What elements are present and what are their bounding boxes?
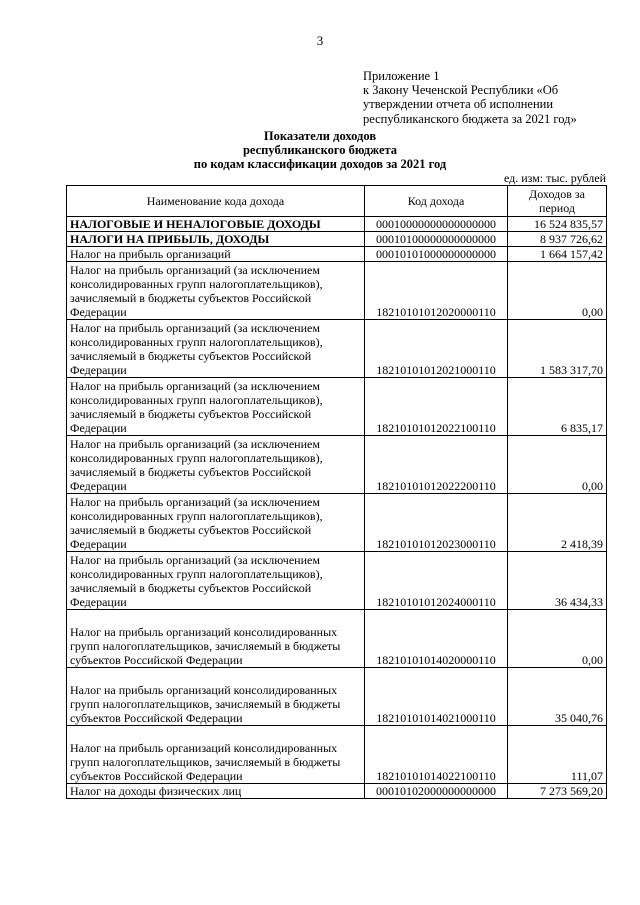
cell-income-code: 18210101012022200110 (365, 436, 508, 494)
cell-income-name: Налог на прибыль организаций (за исключением консолидированных групп налогоплательщиков), зачисляемый в бюджеты субъектов Российской Федерации (67, 378, 365, 436)
appendix-line: республиканского бюджета за 2021 год» (363, 111, 577, 126)
cell-income-name: Налог на прибыль организаций (за исключением консолидированных групп налогоплательщиков), зачисляемый в бюджеты субъектов Российской Федерации (67, 552, 365, 610)
cell-income-name: Налог на прибыль организаций (за исключением консолидированных групп налогоплательщиков), зачисляемый в бюджеты субъектов Российской Федерации (67, 262, 365, 320)
cell-income-amount: 7 273 569,20 (508, 784, 607, 799)
table-row (67, 494, 607, 552)
cell-income-code: 18210101012022100110 (365, 378, 508, 436)
cell-income-code: 18210101014022100110 (365, 726, 508, 784)
cell-income-name: Налог на прибыль организаций консолидированных групп налогоплательщиков, зачисляемый в бюджеты субъектов Российской Федерации (67, 668, 365, 726)
cell-income-amount: 35 040,76 (508, 668, 607, 726)
table-row (67, 784, 607, 799)
column-header-name: Наименование кода дохода (67, 186, 365, 217)
cell-income-code: 00010101000000000000 (365, 247, 508, 262)
cell-income-name: Налог на прибыль организаций (67, 247, 365, 262)
table-row (67, 552, 607, 610)
table-header-row (67, 186, 607, 217)
document-title (0, 129, 640, 171)
title-line: Показатели доходов (263, 129, 377, 143)
cell-income-amount: 8 937 726,62 (508, 232, 607, 247)
cell-income-code: 18210101012020000110 (365, 262, 508, 320)
cell-income-amount: 0,00 (508, 436, 607, 494)
cell-income-code: 18210101014020000110 (365, 610, 508, 668)
cell-income-name: Налог на прибыль организаций консолидированных групп налогоплательщиков, зачисляемый в бюджеты субъектов Российской Федерации (67, 610, 365, 668)
table-row (67, 668, 607, 726)
income-table (66, 185, 607, 799)
units-label: ед. изм: тыс. рублей (503, 171, 606, 185)
cell-income-code: 18210101012021000110 (365, 320, 508, 378)
cell-income-amount: 16 524 835,57 (508, 217, 607, 232)
table-row (67, 232, 607, 247)
table-row (67, 726, 607, 784)
table-body (67, 217, 607, 799)
cell-income-name: Налог на доходы физических лиц (67, 784, 365, 799)
column-header-code: Код дохода (365, 186, 508, 217)
appendix-header (363, 69, 623, 126)
cell-income-code: 18210101014021000110 (365, 668, 508, 726)
table-row (67, 436, 607, 494)
table-row (67, 247, 607, 262)
cell-income-name: Налог на прибыль организаций (за исключением консолидированных групп налогоплательщиков), зачисляемый в бюджеты субъектов Российской Федерации (67, 436, 365, 494)
cell-income-amount: 36 434,33 (508, 552, 607, 610)
cell-income-amount: 111,07 (508, 726, 607, 784)
cell-income-code: 18210101012023000110 (365, 494, 508, 552)
cell-income-amount: 2 418,39 (508, 494, 607, 552)
cell-income-amount: 6 835,17 (508, 378, 607, 436)
title-line: по кодам классификации доходов за 2021 год (193, 157, 447, 171)
title-line: республиканского бюджета (242, 143, 398, 157)
appendix-line: Приложение 1 (363, 69, 440, 83)
cell-income-name: Налог на прибыль организаций консолидированных групп налогоплательщиков, зачисляемый в бюджеты субъектов Российской Федерации (67, 726, 365, 784)
page-number: 3 (316, 33, 324, 48)
table-row (67, 217, 607, 232)
cell-income-code: 00010000000000000000 (365, 217, 508, 232)
table-row (67, 378, 607, 436)
cell-income-name: Налог на прибыль организаций (за исключением консолидированных групп налогоплательщиков), зачисляемый в бюджеты субъектов Российской Федерации (67, 494, 365, 552)
cell-income-code: 00010100000000000000 (365, 232, 508, 247)
column-header-amount: Доходов за период (508, 186, 607, 217)
table-row (67, 262, 607, 320)
cell-income-name: Налог на прибыль организаций (за исключением консолидированных групп налогоплательщиков), зачисляемый в бюджеты субъектов Российской Федерации (67, 320, 365, 378)
cell-income-amount: 0,00 (508, 262, 607, 320)
cell-income-name: НАЛОГОВЫЕ И НЕНАЛОГОВЫЕ ДОХОДЫ (67, 217, 365, 232)
cell-income-amount: 1 583 317,70 (508, 320, 607, 378)
cell-income-amount: 1 664 157,42 (508, 247, 607, 262)
cell-income-code: 00010102000000000000 (365, 784, 508, 799)
cell-income-name: НАЛОГИ НА ПРИБЫЛЬ, ДОХОДЫ (67, 232, 365, 247)
cell-income-amount: 0,00 (508, 610, 607, 668)
appendix-line: утверждении отчета об исполнении (363, 97, 554, 112)
appendix-line: к Закону Чеченской Республики «Об (363, 83, 559, 98)
table-row (67, 320, 607, 378)
table-row (67, 610, 607, 668)
cell-income-code: 18210101012024000110 (365, 552, 508, 610)
